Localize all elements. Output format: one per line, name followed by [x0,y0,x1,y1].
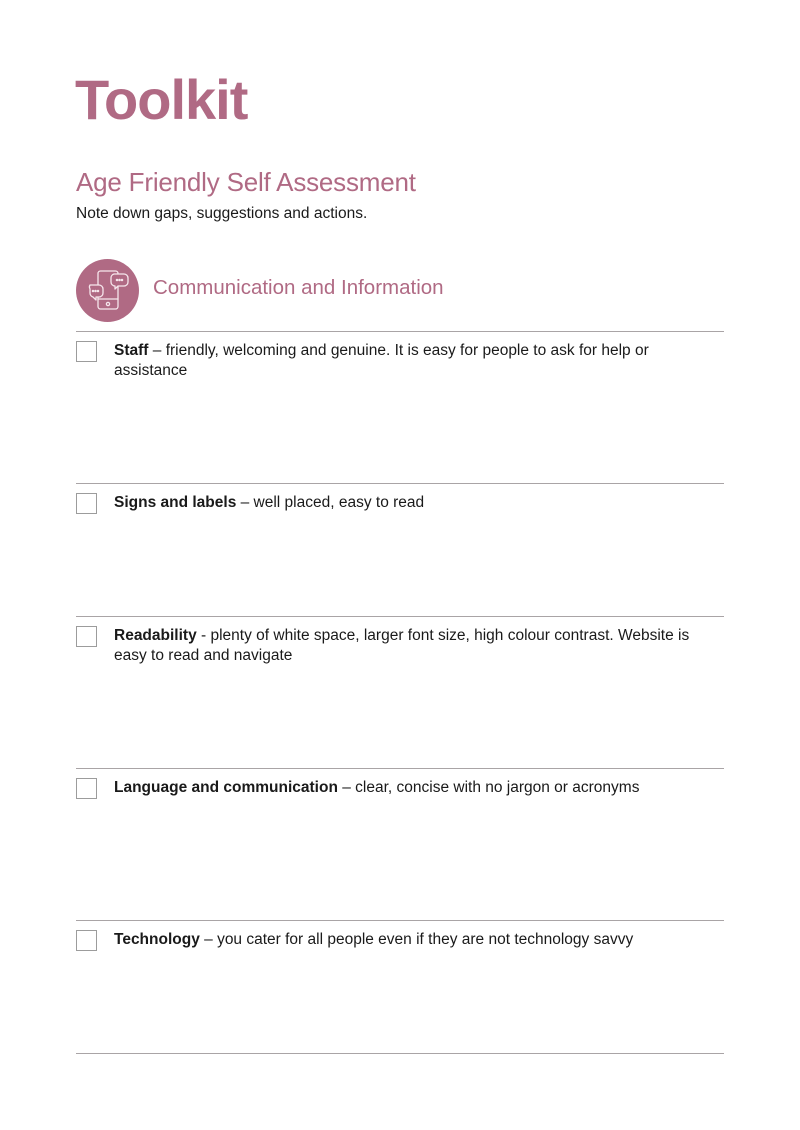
bottom-divider [76,1053,724,1054]
item-description: plenty of white space, larger font size, high colour contrast. Website is easy to read and navigate [114,627,690,664]
item-label: Readability [114,627,197,644]
item-label: Language and communication [114,779,338,796]
page-subtitle: Age Friendly Self Assessment [76,167,416,197]
phone-chat-icon [76,259,139,322]
item-text: Readability - plenty of white space, larger font size, high colour contrast. Website is easy to read and navigate [114,627,690,664]
divider [76,616,724,617]
checkbox-staff[interactable] [76,341,97,362]
section-title: Communication and Information [153,276,444,299]
divider [76,768,724,769]
item-label: Technology [114,931,200,948]
checkbox-technology[interactable] [76,930,97,951]
divider [76,920,724,921]
section-header [76,258,444,322]
checkbox-readability[interactable] [76,626,97,647]
checkbox-language-and-communication[interactable] [76,778,97,799]
checkbox-signs-and-labels[interactable] [76,493,97,514]
item-text: Language and communication – clear, concise with no jargon or acronyms [114,779,640,796]
intro-text: Note down gaps, suggestions and actions. [76,205,368,222]
item-description: you cater for all people even if they are not technology savvy [217,931,634,948]
divider [76,331,724,332]
item-text: Technology – you cater for all people even if they are not technology savvy [114,931,634,948]
item-text: Signs and labels – well placed, easy to read [114,494,425,511]
item-label: Signs and labels [114,494,237,511]
item-description: well placed, easy to read [253,494,425,511]
page-title: Toolkit [75,68,248,131]
item-description: clear, concise with no jargon or acronyms [355,779,640,796]
item-text: Staff – friendly, welcoming and genuine. It is easy for people to ask for help or assistance [114,342,649,379]
item-label: Staff [114,342,149,359]
item-description: friendly, welcoming and genuine. It is easy for people to ask for help or assistance [114,342,649,379]
divider [76,483,724,484]
